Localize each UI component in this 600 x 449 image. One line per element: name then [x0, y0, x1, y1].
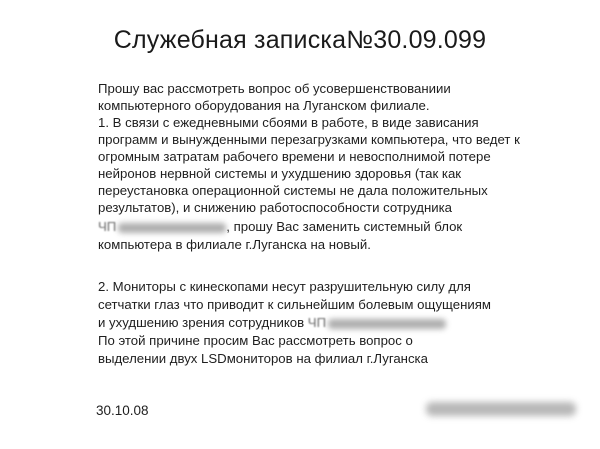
body-line: выделении двух LSDмониторов на филиал г.Луганска [98, 351, 428, 366]
body-line: нейронов нервной системы и ухудшению здоровья (так как [98, 166, 462, 181]
redacted-prefix: ЧП [307, 315, 327, 330]
line-prefix: и ухудшению зрения сотрудников [98, 315, 305, 330]
body-line: Прошу вас рассмотреть вопрос об усовершенствованиии [98, 81, 451, 96]
body-line: 2. Мониторы с кинескопами несут разрушительную силу для [98, 279, 471, 294]
body-line: компьютера в филиале г.Луганска на новый. [98, 237, 371, 252]
body-line: огромным затратам рабочего времени и невосполнимой потере [98, 149, 491, 164]
body-line: программ и вынужденными перезагрузками компьютера, что ведет к [98, 132, 520, 147]
redacted-prefix: ЧП [98, 219, 117, 234]
body-line: результатов), и снижению работоспособности сотрудника [98, 200, 453, 215]
body-line: По этой причине просим Вас рассмотреть вопрос о [98, 333, 413, 348]
redacted-signature [426, 402, 576, 416]
document-title: Служебная записка№30.09.099 [113, 26, 487, 54]
body-line: компьютерного оборудования на Луганском филиале. [98, 98, 430, 113]
redacted-name-blur [118, 223, 226, 233]
body-line-with-redaction [98, 314, 446, 331]
body-line-with-redaction [98, 218, 462, 235]
redacted-name-blur [328, 319, 446, 329]
document-date: 30.10.08 [96, 403, 149, 418]
body-line: 1. В связи с ежедневными сбоями в работе, в виде зависания [98, 115, 479, 130]
line-suffix: , прошу Вас заменить системный блок [226, 219, 463, 234]
body-line: сетчатки глаз что приводит к сильнейшим болевым ощущениям [98, 297, 491, 312]
body-line: переустановка операционной системы не дала положительных [98, 183, 488, 198]
